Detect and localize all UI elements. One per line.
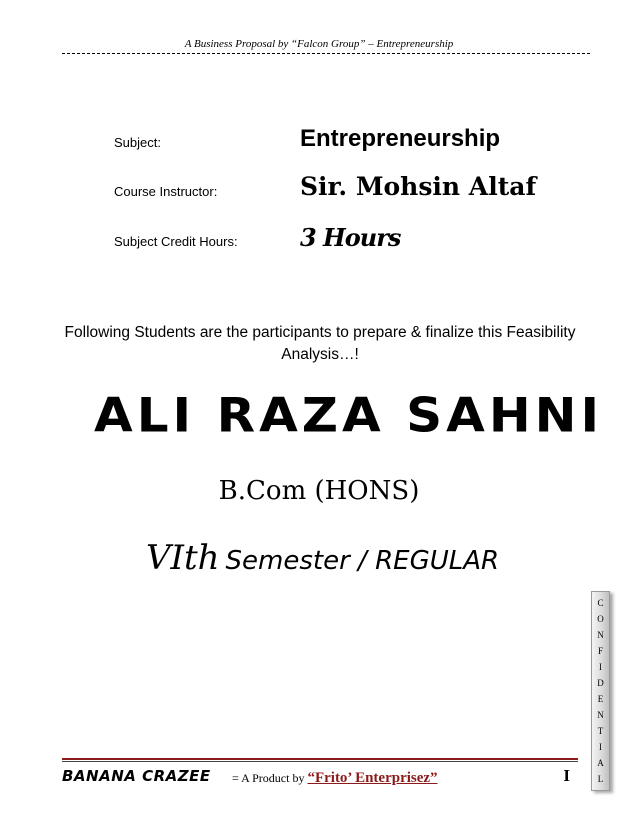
page-number: I	[563, 766, 570, 785]
confidential-letter: N	[597, 630, 604, 640]
confidential-letter: A	[597, 758, 604, 768]
page-footer	[62, 766, 578, 790]
subject-label: Subject:	[114, 135, 161, 150]
confidential-letter: L	[597, 774, 604, 784]
confidential-letter: E	[597, 694, 604, 704]
company-name: “Frito’ Enterprisez”	[307, 770, 438, 786]
confidential-letter: F	[597, 646, 603, 656]
student-name: ALI RAZA SAHNI	[94, 388, 604, 444]
header-divider	[62, 53, 590, 54]
brand-name: BANANA CRAZEE	[62, 767, 211, 785]
credit-hours-value: 3 Hours	[300, 223, 401, 252]
instructor-label: Course Instructor:	[114, 184, 218, 199]
confidential-letter: T	[597, 726, 604, 736]
footer-divider	[62, 758, 578, 760]
confidential-letter: D	[597, 678, 604, 688]
semester-ordinal: VIth	[146, 538, 220, 578]
footer-divider-thin	[62, 761, 578, 762]
instructor-row	[0, 172, 638, 212]
credit-hours-label: Subject Credit Hours:	[114, 234, 238, 249]
tagline-prefix: = A Product by	[232, 771, 305, 785]
confidential-letter: I	[599, 742, 602, 752]
credit-hours-row	[0, 222, 638, 262]
confidential-letter: I	[599, 662, 602, 672]
page-header: A Business Proposal by “Falcon Group” – Entrepreneurship	[184, 38, 454, 50]
intro-paragraph: Following Students are the participants to prepare & finalize this Feasibility Analysis…!	[64, 324, 576, 363]
instructor-value: Sir. Mohsin Altaf	[300, 172, 537, 201]
footer-tagline	[232, 770, 438, 787]
semester-detail: Semester / REGULAR	[225, 546, 500, 576]
confidential-letter: C	[597, 598, 604, 608]
subject-row	[0, 123, 638, 163]
student-degree: B.Com (HONS)	[218, 476, 420, 506]
confidential-sidebar	[591, 591, 610, 791]
student-semester	[146, 538, 499, 578]
confidential-letter: O	[597, 614, 604, 624]
subject-value: Entrepreneurship	[300, 125, 501, 152]
confidential-letter: N	[597, 710, 604, 720]
